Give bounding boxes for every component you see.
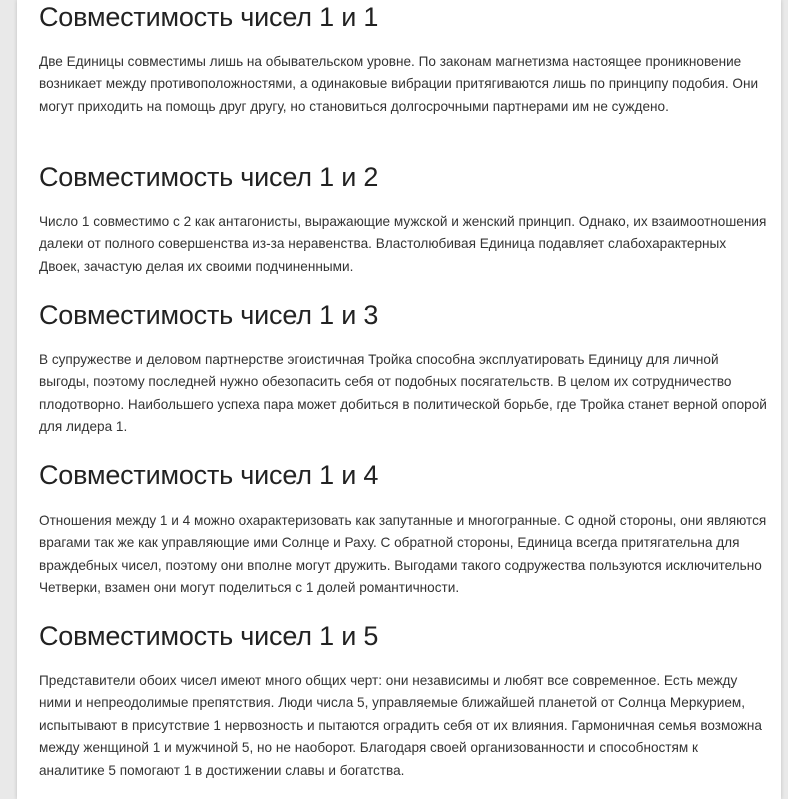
article-page xyxy=(17,0,781,799)
section-text-1-1: Две Единицы совместимы лишь на обывательском уровне. По законам магнетизма настоящее проникновение возникает между противоположностями, а одинаковые вибрации притягиваются лишь по принципу подобия. Они могут приходить на помощь друг другу, но становиться долгосрочными партнерами им не суждено. xyxy=(39,54,759,114)
section-title-1-4: Совместимость чисел 1 и 4 xyxy=(39,460,379,490)
section-title-1-3: Совместимость чисел 1 и 3 xyxy=(39,300,379,330)
section-title-1-5: Совместимость чисел 1 и 5 xyxy=(39,621,379,651)
section-text-1-5: Представители обоих чисел имеют много общих черт: они независимы и любят все современное. Есть между ними и непреодолимые препятствия. Люди числа 5, управляемые ближайшей планетой от Солнца Меркурием, испытывают в присутствие 1 нервозность и пытаются оградить себя от их влияния. Гармоничная семья возможна между женщиной 1 и мужчиной 5, но не наоборот. Благодаря своей организованности и способностям к аналитике 5 помогают 1 в достижении славы и богатства. xyxy=(39,673,762,778)
section-title-1-2: Совместимость чисел 1 и 2 xyxy=(39,162,379,192)
section-title-1-1: Совместимость чисел 1 и 1 xyxy=(39,2,379,32)
section-text-1-3: В супружестве и деловом партнерстве эгоистичная Тройка способна эксплуатировать Единицу для личной выгоды, поэтому последней нужно обезопасить себя от подобных посягательств. В целом их сотрудничество плодотворно. Наибольшего успеха пара может добиться в политической борьбе, где Тройка станет верной опорой для лидера 1. xyxy=(39,352,767,435)
section-text-1-2: Число 1 совместимо с 2 как антагонисты, выражающие мужской и женский принцип. Однако, их взаимоотношения далеки от полного совершенства из-за неравенства. Властолюбивая Единица подавляет слабохарактерных Двоек, зачастую делая их своими подчиненными. xyxy=(39,214,767,274)
section-text-1-4: Отношения между 1 и 4 можно охарактеризовать как запутанные и многогранные. С одной стороны, они являются врагами так же как управляющие ими Солнце и Раху. С обратной стороны, Единица всегда притягательна для враждебных чисел, поэтому они вполне могут дружить. Выгодами такого содружества пользуются исключительно Четверки, взамен они могут поделиться с 1 долей романтичности. xyxy=(39,513,767,596)
